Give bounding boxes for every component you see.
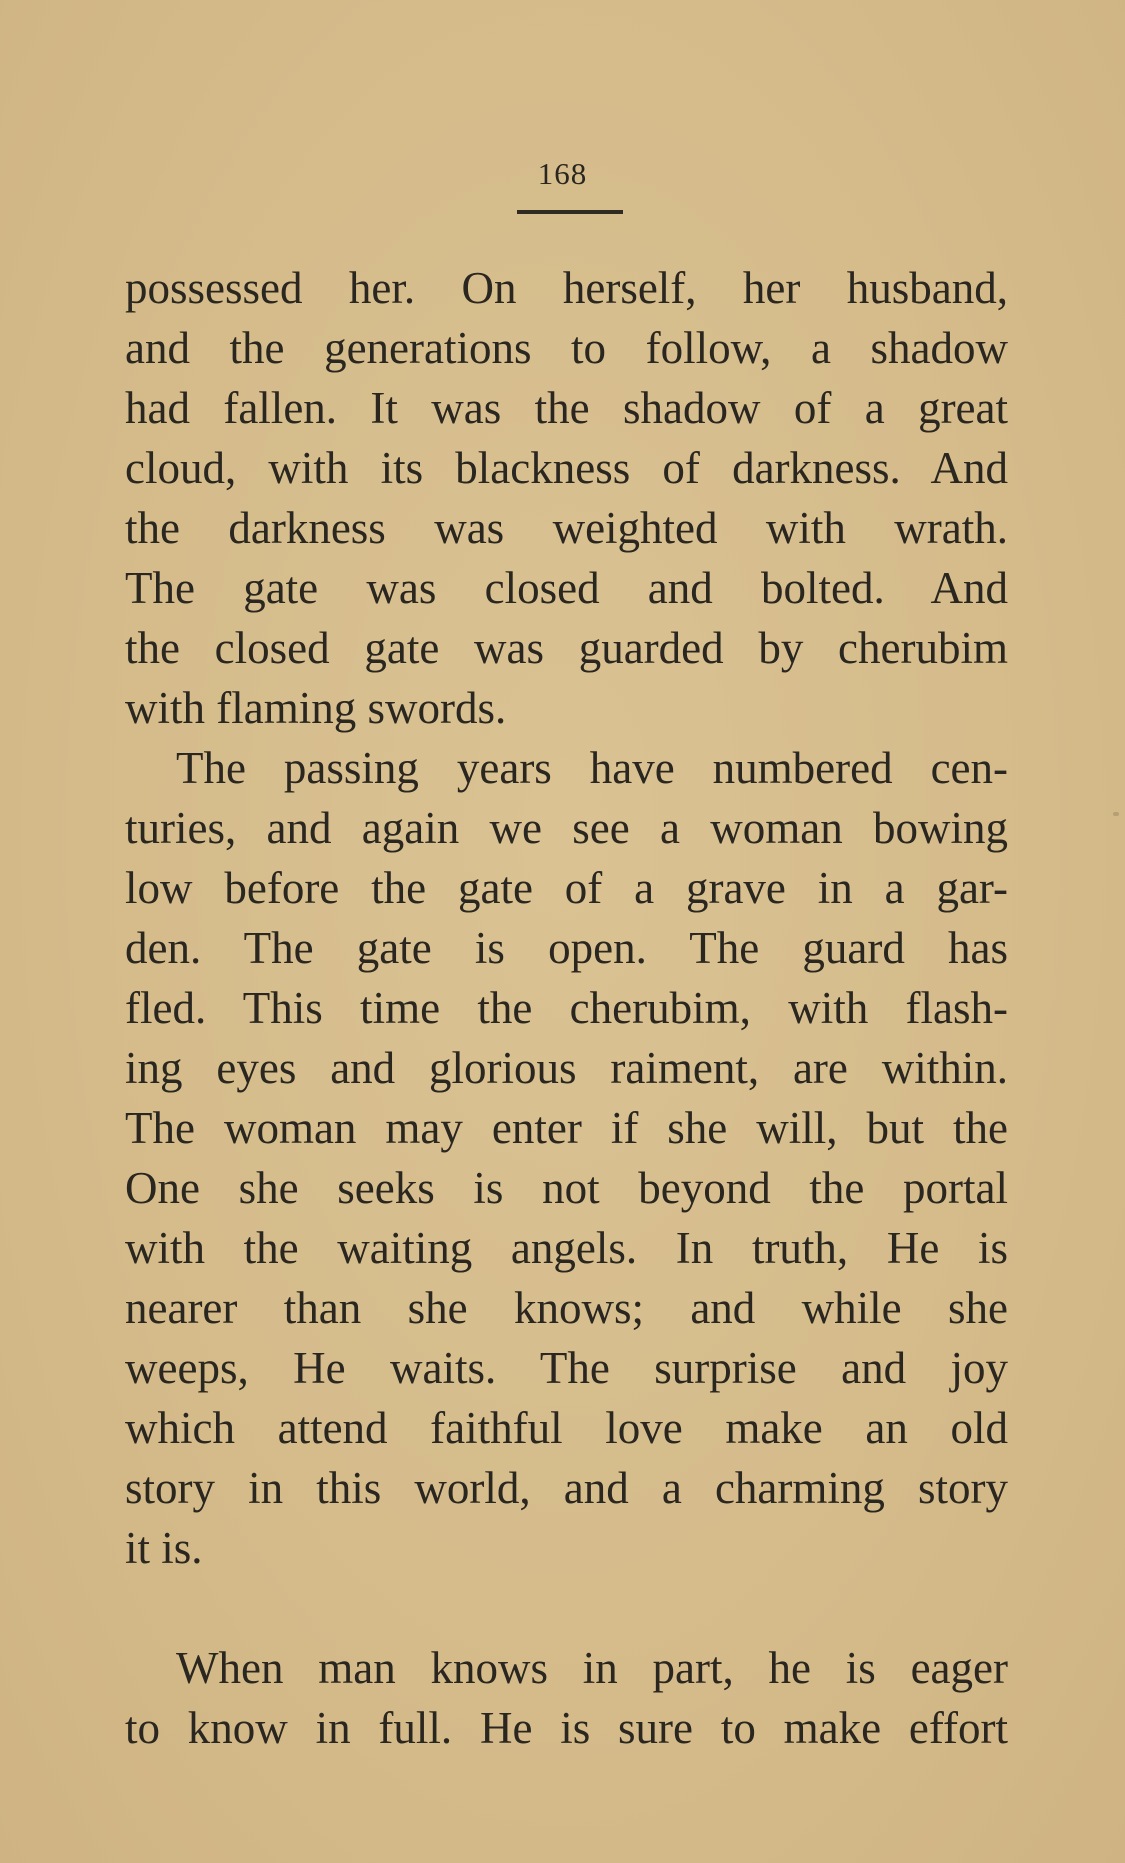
text-line: The passing years have numbered cen-	[176, 743, 1008, 793]
text-line: One she seeks is not beyond the portal	[125, 1163, 1008, 1213]
header-rule	[517, 210, 623, 214]
body-text	[125, 258, 1008, 1758]
text-line: turies, and again we see a woman bowing	[125, 803, 1008, 853]
text-line: the darkness was weighted with wrath.	[125, 503, 1008, 553]
text-line: story in this world, and a charming story	[125, 1463, 1008, 1513]
text-line: When man knows in part, he is eager	[176, 1643, 1008, 1693]
text-line: possessed her. On herself, her husband,	[125, 263, 1008, 313]
text-line: had fallen. It was the shadow of a great	[125, 383, 1008, 433]
text-line: and the generations to follow, a shadow	[125, 323, 1008, 373]
text-line: the closed gate was guarded by cherubim	[125, 623, 1008, 673]
text-line: ing eyes and glorious raiment, are within.	[125, 1043, 1008, 1093]
text-line: it is.	[125, 1523, 203, 1573]
paper-speck	[1113, 812, 1119, 816]
section-break	[125, 1578, 1008, 1638]
text-line: with flaming swords.	[125, 683, 507, 733]
text-line: fled. This time the cherubim, with flash-	[125, 983, 1008, 1033]
text-line: to know in full. He is sure to make effort	[125, 1703, 1008, 1753]
text-line: which attend faithful love make an old	[125, 1403, 1008, 1453]
text-line: The woman may enter if she will, but the	[125, 1103, 1008, 1153]
text-line: with the waiting angels. In truth, He is	[125, 1223, 1008, 1273]
text-line: low before the gate of a grave in a gar-	[125, 863, 1008, 913]
text-line: den. The gate is open. The guard has	[125, 923, 1008, 973]
page-number: 168	[537, 156, 588, 191]
text-line: nearer than she knows; and while she	[125, 1283, 1008, 1333]
text-line: weeps, He waits. The surprise and joy	[125, 1343, 1008, 1393]
text-line: The gate was closed and bolted. And	[125, 563, 1008, 613]
text-line: cloud, with its blackness of darkness. And	[125, 443, 1008, 493]
